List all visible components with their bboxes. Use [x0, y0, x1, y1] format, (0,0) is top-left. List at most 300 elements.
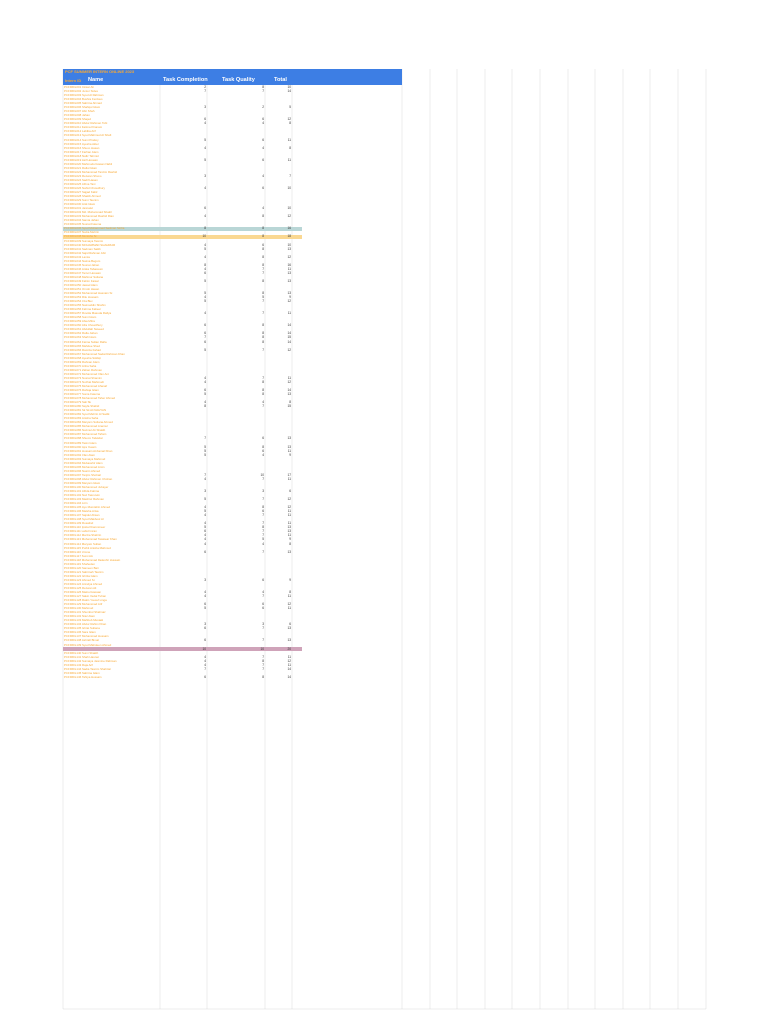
row-name-cell[interactable]: PCFIRDL047 Tanvir Hossain: [64, 270, 101, 275]
total-cell[interactable]: 9: [289, 295, 291, 300]
row-name-cell[interactable]: PCFIRDL059 Afsa Mitra: [64, 319, 95, 324]
quality-cell[interactable]: 8: [262, 323, 264, 328]
quality-cell[interactable]: 4: [262, 590, 264, 594]
row-name-cell[interactable]: PCFIRDL022 Mohammad Tanzim Rashid: [64, 169, 117, 174]
completion-cell[interactable]: 6: [204, 638, 206, 643]
completion-cell[interactable]: 7: [204, 436, 206, 441]
total-cell[interactable]: 13: [287, 529, 291, 534]
row-name-cell[interactable]: PCFIRDL018 Nafiz Tahmid: [64, 153, 99, 158]
row-name-cell[interactable]: PCFIRDL088 Shuvro Talukdar: [64, 436, 103, 441]
row-name-cell[interactable]: PCFIRDL025 Afrina Tani: [64, 181, 96, 186]
quality-cell[interactable]: 3: [262, 622, 264, 627]
completion-cell[interactable]: 7: [204, 472, 206, 477]
header-total[interactable]: Total: [274, 77, 287, 83]
total-cell[interactable]: 13: [287, 444, 291, 449]
quality-cell[interactable]: 8: [262, 85, 264, 89]
row-name-cell[interactable]: PCFIRDL120 Sameen Bari: [64, 565, 99, 570]
quality-cell[interactable]: 7: [262, 529, 264, 534]
row-name-cell[interactable]: PCFIRDL110 Ipsita Khanmmeer: [64, 525, 106, 530]
row-name-cell[interactable]: PCFIRDL041 Sadman Sakib: [64, 246, 101, 251]
total-cell[interactable]: 13: [287, 638, 291, 643]
total-cell[interactable]: 14: [287, 331, 291, 336]
row-name-cell[interactable]: PCFIRDL070 Aritra Saha: [64, 363, 97, 368]
quality-cell[interactable]: 10: [260, 472, 264, 477]
row-name-cell[interactable]: PCFIRDL133 Mahbub Mustaki: [64, 618, 104, 623]
row-name-cell[interactable]: PCFIRDL081 Sk Sk Ali NAHYAN: [64, 408, 107, 413]
row-name-cell[interactable]: PCFIRDL083 Anisha Saha: [64, 416, 99, 421]
row-name-cell[interactable]: PCFIRDL075 Mohammad Ahanaf: [64, 383, 108, 388]
total-cell[interactable]: 9: [289, 452, 291, 457]
row-name-cell[interactable]: PCFIRDL019 Asif Hossain: [64, 157, 98, 162]
row-name-cell[interactable]: PCFIRDL114 Maryam Sultan: [64, 541, 102, 546]
total-cell[interactable]: 14: [287, 674, 291, 679]
row-name-cell[interactable]: PCFIRDL079 Sali Sk: [64, 400, 91, 405]
completion-cell[interactable]: 4: [204, 145, 206, 150]
total-cell[interactable]: 9: [289, 537, 291, 542]
total-cell[interactable]: 13: [287, 549, 291, 554]
completion-cell[interactable]: 6: [204, 626, 206, 631]
total-cell[interactable]: 10: [287, 85, 291, 89]
total-cell[interactable]: 13: [287, 436, 291, 441]
quality-cell[interactable]: 6: [262, 436, 264, 441]
total-cell[interactable]: 14: [287, 323, 291, 328]
total-cell[interactable]: 13: [287, 246, 291, 251]
row-name-cell[interactable]: PCFIRDL066 Ramiza Fahad: [64, 347, 101, 352]
row-name-cell[interactable]: PCFIRDL095 Mohammad Amin: [64, 464, 105, 469]
completion-cell[interactable]: 5: [204, 291, 206, 296]
total-cell[interactable]: 6: [289, 622, 291, 627]
row-name-cell[interactable]: PCFIRDL003 Syed Al Rahman: [64, 93, 104, 98]
row-name-cell[interactable]: PCFIRDL031 Jannatul: [64, 206, 93, 211]
completion-cell[interactable]: 8: [204, 226, 206, 231]
quality-cell[interactable]: 7: [262, 476, 264, 481]
total-cell[interactable]: 12: [287, 658, 291, 663]
total-cell[interactable]: 15: [287, 404, 291, 409]
quality-cell[interactable]: 6: [262, 137, 264, 142]
completion-cell[interactable]: 4: [204, 121, 206, 126]
quality-cell[interactable]: 8: [262, 262, 264, 267]
completion-cell[interactable]: 5: [204, 392, 206, 397]
row-name-cell[interactable]: PCFIRDL113 Mohammad Tawsiear Khan: [64, 537, 117, 542]
total-cell[interactable]: 9: [289, 577, 291, 582]
quality-cell[interactable]: 7: [262, 513, 264, 518]
header-name[interactable]: Name: [88, 77, 104, 83]
row-name-cell[interactable]: PCFIRDL135 Ishrat Sultana: [64, 626, 100, 631]
total-cell[interactable]: 13: [287, 392, 291, 397]
row-name-cell[interactable]: PCFIRDL001 Intisar Ali: [64, 85, 94, 89]
total-cell[interactable]: 11: [287, 137, 291, 142]
completion-cell[interactable]: 6: [204, 117, 206, 122]
quality-cell[interactable]: 2: [262, 105, 264, 110]
total-cell[interactable]: 13: [287, 525, 291, 530]
row-name-cell[interactable]: PCFIRDL061 Abdullah Naveed: [64, 327, 104, 332]
completion-cell[interactable]: 6: [204, 602, 206, 607]
completion-cell[interactable]: 4: [204, 662, 206, 667]
row-name-cell[interactable]: PCFIRDL126 Mainul Hassan: [64, 590, 102, 594]
completion-cell[interactable]: 5: [204, 246, 206, 251]
completion-cell[interactable]: 6: [204, 206, 206, 211]
completion-cell[interactable]: 5: [204, 497, 206, 502]
total-cell[interactable]: 7: [289, 173, 291, 178]
completion-cell[interactable]: 4: [204, 513, 206, 518]
completion-cell[interactable]: 5: [204, 509, 206, 514]
row-name-cell[interactable]: PCFIRDL046 Anika Tabassum: [64, 266, 103, 271]
row-name-cell[interactable]: PCFIRDL072 Mohammad Irfan Ant: [64, 371, 109, 376]
quality-cell[interactable]: 3: [262, 489, 264, 493]
row-name-cell[interactable]: PCFIRDL063 Shafi Islam: [64, 335, 97, 340]
row-name-cell[interactable]: PCFIRDL129 Muhammad Arif: [64, 602, 103, 607]
row-name-cell[interactable]: PCFIRDL128 Rakin Yousuf Linga: [64, 598, 107, 603]
quality-cell[interactable]: 4: [262, 400, 264, 405]
quality-cell[interactable]: 8: [262, 226, 264, 231]
total-cell[interactable]: 11: [287, 513, 291, 518]
quality-cell[interactable]: 8: [262, 254, 264, 259]
row-name-cell[interactable]: PCFIRDL034 Samia Jahan: [64, 218, 99, 223]
quality-cell[interactable]: 8: [262, 525, 264, 530]
completion-cell[interactable]: 2: [204, 85, 206, 89]
quality-cell[interactable]: 7: [262, 404, 264, 409]
row-name-cell[interactable]: PCFIRDL117 Sumi AA: [64, 553, 93, 558]
row-name-cell[interactable]: PCFIRDL020 Mahmudul Hasan Nabil: [64, 161, 113, 166]
row-name-cell[interactable]: PCFIRDL038 Monisha Sr.: [64, 234, 98, 239]
row-name-cell[interactable]: PCFIRDL040 MOHAMMAD SHAHRIAR: [64, 242, 116, 247]
total-cell[interactable]: 11: [287, 654, 291, 659]
completion-cell[interactable]: 4: [204, 654, 206, 659]
row-name-cell[interactable]: PCFIRDL089 Tasin Islam: [64, 440, 97, 445]
row-name-cell[interactable]: PCFIRDL132 Niaz Alam: [64, 614, 96, 619]
completion-cell[interactable]: 5: [204, 448, 206, 453]
row-name-cell[interactable]: PCFIRDL094 Mubasshir Alam: [64, 460, 103, 465]
quality-cell[interactable]: 7: [262, 638, 264, 643]
quality-cell[interactable]: 6: [262, 602, 264, 607]
row-name-cell[interactable]: PCFIRDL016 Shuvo Hasan: [64, 145, 100, 150]
row-name-cell[interactable]: PCFIRDL077 Sonia Fatema: [64, 392, 100, 397]
completion-cell[interactable]: 6: [204, 388, 206, 392]
row-name-cell[interactable]: PCFIRDL065 Mahdee Shed: [64, 343, 100, 348]
row-name-cell[interactable]: PCFIRDL024 Sadif Hasan: [64, 177, 98, 182]
row-name-cell[interactable]: PCFIRDL052 Muhammad Hasnain Sr.: [64, 291, 114, 296]
row-name-cell[interactable]: PCFIRDL032 Md. Mohammad Shakil: [64, 210, 112, 215]
completion-cell[interactable]: 10: [202, 234, 206, 239]
row-name-cell[interactable]: PCFIRDL106 Maisha Arisa: [64, 509, 99, 514]
completion-cell[interactable]: 6: [204, 331, 206, 336]
row-name-cell[interactable]: PCFIRDL127 Sakin Vedal Tuhan: [64, 594, 107, 599]
row-name-cell[interactable]: PCFIRDL068 Ayesha Siddiqi: [64, 355, 101, 360]
completion-cell[interactable]: 5: [204, 452, 206, 457]
quality-cell[interactable]: 8: [262, 214, 264, 219]
quality-cell[interactable]: 6: [262, 509, 264, 514]
total-cell[interactable]: 12: [287, 497, 291, 502]
total-cell[interactable]: 13: [287, 278, 291, 283]
row-name-cell[interactable]: PCFIRDL105 Ayo Mumtahin Ahmed: [64, 505, 111, 510]
quality-cell[interactable]: 4: [262, 173, 264, 178]
row-name-cell[interactable]: PCFIRDL096 Nasrin Ahmed: [64, 468, 101, 473]
row-name-cell[interactable]: PCFIRDL011 Fatima Khanam: [64, 125, 103, 130]
row-name-cell[interactable]: PCFIRDL058 Sumi Islam: [64, 315, 97, 320]
quality-cell[interactable]: 7: [262, 299, 264, 304]
quality-cell[interactable]: 7: [262, 375, 264, 380]
completion-cell[interactable]: 4: [204, 541, 206, 546]
row-name-cell[interactable]: PCFIRDL051 Ornob Hasan: [64, 287, 100, 291]
completion-cell[interactable]: 7: [204, 666, 206, 671]
total-cell[interactable]: 14: [287, 388, 291, 392]
row-name-cell[interactable]: PCFIRDL131 Shumbul Shahnaz: [64, 610, 106, 615]
total-cell[interactable]: 11: [287, 606, 291, 611]
row-name-cell[interactable]: PCFIRDL026 Nahid Chowdhury: [64, 186, 105, 190]
quality-cell[interactable]: 7: [262, 549, 264, 554]
quality-cell[interactable]: 8: [262, 234, 264, 239]
total-cell[interactable]: 11: [287, 266, 291, 271]
row-name-cell[interactable]: PCFIRDL103 Mashiur Rahman: [64, 497, 105, 502]
row-name-cell[interactable]: PCFIRDL015 Ayesha Akter: [64, 141, 99, 146]
row-name-cell[interactable]: PCFIRDL012 Labiba Arif: [64, 129, 96, 134]
completion-cell[interactable]: 6: [204, 529, 206, 534]
row-name-cell[interactable]: PCFIRDL006 Shafiqul Islam: [64, 105, 101, 110]
completion-cell[interactable]: 4: [204, 311, 206, 316]
completion-cell[interactable]: 4: [204, 186, 206, 190]
total-cell[interactable]: 11: [287, 448, 291, 453]
row-name-cell[interactable]: PCFIRDL087 Mohammad Tahsin: [64, 432, 107, 437]
quality-cell[interactable]: 8: [262, 674, 264, 679]
row-name-cell[interactable]: PCFIRDL074 Nuzhat Mahmudi: [64, 379, 104, 384]
row-name-cell[interactable]: PCFIRDL062 Rafia Jahan: [64, 331, 98, 336]
quality-cell[interactable]: 6: [262, 577, 264, 582]
quality-cell[interactable]: 4: [262, 452, 264, 457]
completion-cell[interactable]: 7: [204, 335, 206, 340]
total-cell[interactable]: 16: [287, 226, 291, 231]
row-name-cell[interactable]: PCFIRDL056 Fahma Kabeer: [64, 307, 102, 312]
total-cell[interactable]: 11: [287, 533, 291, 538]
row-name-cell[interactable]: PCFIRDL119 Shaheden: [64, 561, 95, 566]
row-name-cell[interactable]: PCFIRDL007 Abir Shah: [64, 109, 95, 114]
row-name-cell[interactable]: PCFIRDL086 Nazmul Ali Shakib: [64, 428, 106, 433]
total-cell[interactable]: 12: [287, 602, 291, 607]
quality-cell[interactable]: 6: [262, 157, 264, 162]
row-name-cell[interactable]: PCFIRDL073 Nusrat Shamim: [64, 375, 102, 380]
total-cell[interactable]: 14: [287, 89, 291, 94]
row-name-cell[interactable]: PCFIRDL143 Raja Arif: [64, 662, 93, 667]
row-name-cell[interactable]: PCFIRDL139 Syed Mahdeen Ahmed: [64, 642, 112, 647]
completion-cell[interactable]: 4: [204, 400, 206, 405]
row-name-cell[interactable]: PCFIRDL014 Sumi Prattoy: [64, 137, 99, 142]
completion-cell[interactable]: 5: [204, 137, 206, 142]
row-name-cell[interactable]: PCFIRDL134 Abdur Rahim Khan: [64, 622, 107, 627]
completion-cell[interactable]: 3: [204, 489, 206, 493]
quality-cell[interactable]: 4: [262, 145, 264, 150]
row-name-cell[interactable]: PCFIRDL071 Zahan Rahman: [64, 367, 102, 372]
total-cell[interactable]: 8: [289, 590, 291, 594]
total-cell[interactable]: 13: [287, 291, 291, 296]
quality-cell[interactable]: 8: [262, 335, 264, 340]
row-name-cell[interactable]: PCFIRDL145 Sabrina Islam: [64, 670, 100, 675]
row-name-cell[interactable]: PCFIRDL090 Iqra Yeasin: [64, 444, 97, 449]
quality-cell[interactable]: 8: [262, 379, 264, 384]
completion-cell[interactable]: 4: [204, 476, 206, 481]
row-name-cell[interactable]: PCFIRDL093 Sumaiya Mahmud: [64, 456, 106, 461]
total-cell[interactable]: 10: [287, 186, 291, 190]
completion-cell[interactable]: 8: [204, 262, 206, 267]
row-name-cell[interactable]: PCFIRDL027 Sajjad Kabir: [64, 190, 98, 195]
quality-cell[interactable]: 6: [262, 117, 264, 122]
total-cell[interactable]: 14: [287, 666, 291, 671]
row-name-cell[interactable]: PCFIRDL028 Shakib Ahmed: [64, 194, 101, 199]
row-name-cell[interactable]: PCFIRDL069 Rahnan Alam: [64, 359, 100, 364]
completion-cell[interactable]: 6: [204, 323, 206, 328]
row-name-cell[interactable]: PCFIRDL080 Sayfa Shahid: [64, 404, 100, 409]
quality-cell[interactable]: 7: [262, 533, 264, 538]
completion-cell[interactable]: 3: [204, 105, 206, 110]
row-name-cell[interactable]: PCFIRDL039 Sumaiya Tasnim: [64, 238, 104, 243]
completion-cell[interactable]: 4: [204, 266, 206, 271]
completion-cell[interactable]: 4: [204, 214, 206, 219]
quality-cell[interactable]: 8: [262, 658, 264, 663]
row-name-cell[interactable]: PCFIRDL084 Maryam Sultana Ahmed: [64, 420, 113, 425]
completion-cell[interactable]: 7: [204, 89, 206, 94]
row-name-cell[interactable]: PCFIRDL107 Sajidul Ahsan: [64, 513, 100, 518]
completion-cell[interactable]: 5: [204, 157, 206, 162]
completion-cell[interactable]: 4: [204, 295, 206, 300]
completion-cell[interactable]: 4: [204, 242, 206, 247]
total-cell[interactable]: 12: [287, 254, 291, 259]
row-name-cell[interactable]: PCFIRDL116 Umme: [64, 549, 91, 554]
total-cell[interactable]: 8: [289, 541, 291, 546]
total-cell[interactable]: 18: [287, 234, 291, 239]
quality-cell[interactable]: 7: [262, 89, 264, 94]
total-cell[interactable]: 16: [287, 262, 291, 267]
row-name-cell[interactable]: PCFIRDL030 Anik Islam: [64, 202, 96, 207]
completion-cell[interactable]: 5: [204, 299, 206, 304]
row-name-cell[interactable]: PCFIRDL009 Shajed: [64, 117, 91, 122]
quality-cell[interactable]: 8: [262, 505, 264, 510]
row-name-cell[interactable]: PCFIRDL037 Nazia Mehrin: [64, 230, 100, 235]
row-name-cell[interactable]: PCFIRDL123 Ahmed Sr.: [64, 577, 96, 582]
completion-cell[interactable]: 8: [204, 404, 206, 409]
row-name-cell[interactable]: PCFIRDL130 Mahmud: [64, 606, 94, 611]
quality-cell[interactable]: 6: [262, 606, 264, 611]
quality-cell[interactable]: 8: [262, 291, 264, 296]
total-cell[interactable]: 10: [287, 206, 291, 211]
row-name-cell[interactable]: PCFIRDL137 Mohammad Hossain: [64, 634, 109, 639]
row-name-cell[interactable]: PCFIRDL111 Labid Imran: [64, 529, 97, 534]
total-cell[interactable]: 14: [287, 339, 291, 344]
row-name-cell[interactable]: PCFIRDL109 Rosalind: [64, 521, 94, 526]
total-cell[interactable]: 12: [287, 379, 291, 384]
quality-cell[interactable]: 7: [262, 666, 264, 671]
row-name-cell[interactable]: PCFIRDL112 Marzia Shahrin: [64, 533, 102, 538]
quality-cell[interactable]: 7: [262, 347, 264, 352]
quality-cell[interactable]: 8: [262, 339, 264, 344]
row-name-cell[interactable]: PCFIRDL136 Sara Islam: [64, 630, 96, 635]
row-name-cell[interactable]: PCFIRDL036 Syed Mohammad Sadman Sinha: [64, 226, 125, 231]
row-name-cell[interactable]: PCFIRDL023 Rezwan Shuvo: [64, 173, 102, 178]
completion-cell[interactable]: 5: [204, 444, 206, 449]
row-name-cell[interactable]: PCFIRDL099 Maryam Islam: [64, 480, 101, 485]
row-name-cell[interactable]: PCFIRDL029 Sumi Tasnim: [64, 198, 99, 203]
total-cell[interactable]: 17: [287, 472, 291, 477]
total-cell[interactable]: 8: [289, 400, 291, 405]
completion-cell[interactable]: 4: [204, 658, 206, 663]
row-name-cell[interactable]: PCFIRDL108 Syed Makbool Al: [64, 517, 104, 522]
quality-cell[interactable]: 8: [262, 278, 264, 283]
row-name-cell[interactable]: PCFIRDL017 Farhan Alam: [64, 149, 99, 154]
quality-cell[interactable]: 6: [262, 186, 264, 190]
row-name-cell[interactable]: PCFIRDL142 Sumaiya Jasmine Rahman: [64, 658, 117, 663]
row-name-cell[interactable]: PCFIRDL140 Sumi Shaikh: [64, 650, 99, 655]
total-cell[interactable]: 12: [287, 347, 291, 352]
total-cell[interactable]: 12: [287, 299, 291, 304]
completion-cell[interactable]: 3: [204, 577, 206, 582]
completion-cell[interactable]: 6: [204, 549, 206, 554]
quality-cell[interactable]: 7: [262, 497, 264, 502]
quality-cell[interactable]: 7: [262, 662, 264, 667]
quality-cell[interactable]: 7: [262, 521, 264, 526]
quality-cell[interactable]: 6: [262, 448, 264, 453]
completion-cell[interactable]: 4: [204, 590, 206, 594]
quality-cell[interactable]: 7: [262, 311, 264, 316]
row-name-cell[interactable]: PCFIRDL144 Sadia Tasnim Shahriar: [64, 666, 112, 671]
row-name-cell[interactable]: PCFIRDL067 Mohammad Sadat Rahman Khan: [64, 351, 125, 356]
quality-cell[interactable]: 10: [260, 646, 264, 651]
row-name-cell[interactable]: PCFIRDL055 Naimuddin Shahin: [64, 303, 106, 308]
quality-cell[interactable]: 8: [262, 388, 264, 392]
row-name-cell[interactable]: PCFIRDL097 Tanjim Shohail: [64, 472, 101, 477]
row-name-cell[interactable]: PCFIRDL101 Afrida Fatima: [64, 489, 100, 493]
total-cell[interactable]: 12: [287, 505, 291, 510]
quality-cell[interactable]: 5: [262, 295, 264, 300]
row-name-cell[interactable]: PCFIRDL125 Rezwan Ali: [64, 585, 97, 590]
quality-cell[interactable]: 7: [262, 654, 264, 659]
quality-cell[interactable]: 4: [262, 206, 264, 211]
header-intern-id[interactable]: Intern ID: [65, 78, 82, 83]
row-name-cell[interactable]: PCFIRDL043 Lamia: [64, 254, 90, 259]
row-name-cell[interactable]: PCFIRDL064 Faima Sultan Rafia: [64, 339, 107, 344]
row-name-cell[interactable]: PCFIRDL104 Lirin: [64, 501, 88, 506]
total-cell[interactable]: 6: [289, 489, 291, 493]
row-name-cell[interactable]: PCFIRDL138 Ashrafi Bimal: [64, 638, 99, 643]
row-name-cell[interactable]: PCFIRDL076 Rahiqa Islam: [64, 388, 99, 392]
quality-cell[interactable]: 8: [262, 331, 264, 336]
row-name-cell[interactable]: PCFIRDL124 Anindya Ahmed: [64, 581, 103, 586]
quality-cell[interactable]: 7: [262, 594, 264, 599]
quality-cell[interactable]: 7: [262, 626, 264, 631]
completion-cell[interactable]: 4: [204, 537, 206, 542]
total-cell[interactable]: 11: [287, 509, 291, 514]
row-name-cell[interactable]: PCFIRDL004 Bushra Ferdous: [64, 97, 103, 102]
header-task-completion[interactable]: Task Completion: [163, 77, 208, 83]
quality-cell[interactable]: 4: [262, 121, 264, 126]
row-name-cell[interactable]: PCFIRDL122 Ishrita Islam: [64, 573, 98, 578]
row-name-cell[interactable]: PCFIRDL044 Naima Begum: [64, 258, 101, 263]
quality-cell[interactable]: 8: [262, 392, 264, 397]
total-cell[interactable]: 11: [287, 594, 291, 599]
total-cell[interactable]: 11: [287, 311, 291, 316]
row-name-cell[interactable]: PCFIRDL053 Ritu Hossain: [64, 295, 99, 300]
total-cell[interactable]: 13: [287, 626, 291, 631]
completion-cell[interactable]: 4: [204, 521, 206, 526]
total-cell[interactable]: 12: [287, 117, 291, 122]
row-name-cell[interactable]: PCFIRDL100 Mohammed Jubayer: [64, 484, 109, 489]
completion-cell[interactable]: 6: [204, 270, 206, 275]
row-name-cell[interactable]: PCFIRDL010 Abdur Rahman Tobi: [64, 121, 108, 126]
total-cell[interactable]: 13: [287, 270, 291, 275]
row-name-cell[interactable]: PCFIRDL085 Mohammad Anamul: [64, 424, 108, 429]
row-name-cell[interactable]: PCFIRDL092 Irfan Alam: [64, 452, 96, 457]
row-name-cell[interactable]: PCFIRDL121 Sabrinah Tasnim: [64, 569, 104, 574]
row-name-cell[interactable]: PCFIRDL102 Naz Tasnuvim: [64, 493, 101, 498]
total-cell[interactable]: 11: [287, 662, 291, 667]
total-cell[interactable]: 11: [287, 375, 291, 380]
total-cell[interactable]: 10: [287, 242, 291, 247]
